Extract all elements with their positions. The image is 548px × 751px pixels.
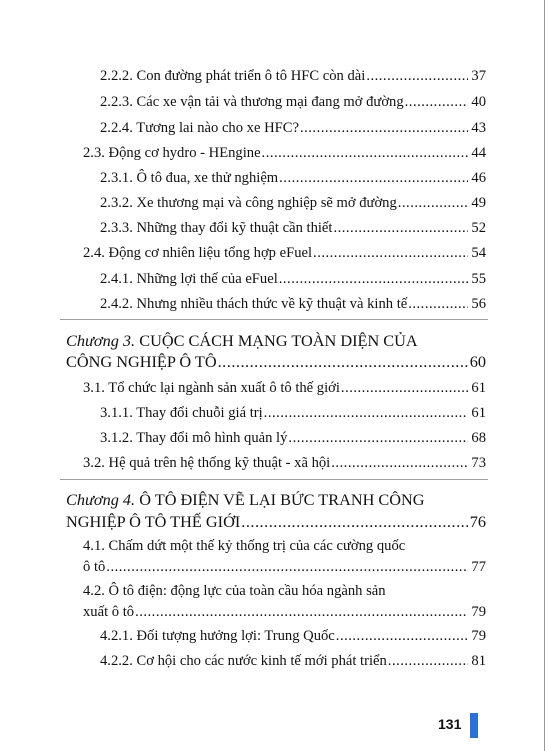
chapter-page: 76 [469,512,486,531]
toc-entry-text: 2.4. Động cơ nhiên liệu tổng hợp eFuel [83,245,313,261]
section-divider [60,479,488,480]
toc-entry[interactable] [83,243,486,263]
toc-leader-dots [398,193,468,213]
toc-leader-dots [333,218,468,238]
toc-entry-page: 46 [471,170,486,186]
toc-entry-text-line2: xuất ô tô [83,604,135,620]
toc-entry-page: 81 [471,653,486,669]
toc-entry-text-line1[interactable]: 4.2. Ô tô điện: động lực của toàn cầu hóa ngành sản [83,583,386,599]
toc-entry-page: 61 [471,405,486,421]
toc-entry-page: 79 [471,604,486,620]
page-tab-marker [470,713,478,738]
toc-leader-dots [135,602,468,622]
toc-leader-dots [218,352,468,372]
toc-entry[interactable] [83,557,486,577]
toc-entry-text: 2.2.2. Con đường phát triển ô tô HFC còn dài [100,68,366,84]
toc-entry[interactable] [83,143,486,163]
toc-entry[interactable] [100,428,486,448]
toc-entry-page: 68 [471,430,486,446]
toc-leader-dots [366,66,468,86]
toc-entry-page: 40 [471,94,486,110]
toc-entry[interactable] [100,168,486,188]
chapter-title-line2: NGHIỆP Ô TÔ THẾ GIỚI [66,512,241,531]
toc-entry-page: 77 [471,559,486,575]
toc-entry[interactable] [100,92,486,112]
page-edge [544,0,545,751]
chapter-entry[interactable] [66,512,486,532]
toc-entry[interactable] [100,118,486,138]
toc-entry-text: 3.2. Hệ quả trên hệ thống kỹ thuật - xã hội [83,455,331,471]
chapter-label: Chương 4. [66,490,136,509]
toc-leader-dots [341,378,468,398]
toc-entry-page: 54 [471,245,486,261]
toc-entry-text-line1[interactable]: 4.1. Chấm dứt một thế kỷ thống trị của các cường quốc [83,538,406,554]
toc-entry-text: 4.2.2. Cơ hội cho các nước kinh tế mới phát triển [100,653,387,669]
toc-leader-dots [405,92,468,112]
toc-entry-text: 4.2.1. Đối tượng hưởng lợi: Trung Quốc [100,628,335,644]
toc-entry-text-line2: ô tô [83,559,106,575]
chapter-title[interactable] [66,331,486,351]
toc-entry-page: 73 [471,455,486,471]
toc-leader-dots [388,651,468,671]
toc-leader-dots [279,168,468,188]
toc-entry-text: 2.3.3. Những thay đổi kỹ thuật cần thiết [100,220,333,236]
chapter-title[interactable] [66,490,486,510]
toc-entry-text: 2.3.1. Ô tô đua, xe thử nghiệm [100,170,279,186]
toc-entry-page: 44 [471,145,486,161]
toc-entry-text: 2.3. Động cơ hydro - HEngine [83,145,261,161]
toc-entry-page: 37 [471,68,486,84]
toc-leader-dots [106,557,468,577]
toc-entry[interactable] [100,193,486,213]
toc-leader-dots [300,118,468,138]
toc-leader-dots [262,143,468,163]
chapter-entry[interactable] [66,352,486,372]
chapter-label: Chương 3. [66,331,136,350]
toc-entry-text: 2.2.4. Tương lai nào cho xe HFC? [100,120,299,136]
toc-entry[interactable] [83,378,486,398]
toc-entry-page: 52 [471,220,486,236]
toc-entry-text: 3.1. Tổ chức lại ngành sản xuất ô tô thế giới [83,380,340,396]
toc-entry[interactable] [100,626,486,646]
chapter-title-line1: CUỘC CÁCH MẠNG TOÀN DIỆN CỦA [135,331,418,350]
toc-entry[interactable] [100,66,486,86]
toc-entry-text: 2.2.3. Các xe vận tải và thương mại đang mở đường [100,94,404,110]
toc-entry[interactable] [100,218,486,238]
chapter-title-line2: CÔNG NGHIỆP Ô TÔ [66,352,217,371]
toc-entry-text: 3.1.1. Thay đổi chuỗi giá trị [100,405,263,421]
toc-entry[interactable] [100,294,486,314]
toc-leader-dots [264,403,468,423]
chapter-title-line1: Ô TÔ ĐIỆN VẼ LẠI BỨC TRANH CÔNG [135,490,425,509]
toc-entry-text: 3.1.2. Thay đổi mô hình quản lý [100,430,288,446]
page-number: 131 [438,716,462,732]
toc-entry-page: 79 [471,628,486,644]
toc-leader-dots [288,428,468,448]
toc-leader-dots [241,512,467,532]
toc-entry-text: 2.4.2. Nhưng nhiều thách thức về kỹ thuật và kinh tế [100,296,408,312]
toc-entry-page: 55 [471,271,486,287]
toc-leader-dots [313,243,468,263]
toc-entry-page: 56 [471,296,486,312]
toc-entry-text: 2.3.2. Xe thương mại và công nghiệp sẽ mở đường [100,195,397,211]
toc-leader-dots [408,294,468,314]
toc-entry[interactable] [100,269,486,289]
toc-entry-page: 61 [471,380,486,396]
toc-entry[interactable] [100,403,486,423]
toc-entry[interactable] [100,651,486,671]
toc-leader-dots [336,626,468,646]
toc-leader-dots [279,269,468,289]
toc-entry-page: 49 [471,195,486,211]
chapter-page: 60 [469,352,486,371]
toc-entry[interactable] [83,453,486,473]
toc-leader-dots [331,453,468,473]
toc-entry-page: 43 [471,120,486,136]
section-divider [60,319,488,320]
toc-entry-text: 2.4.1. Những lợi thế của eFuel [100,271,278,287]
toc-entry[interactable] [83,602,486,622]
